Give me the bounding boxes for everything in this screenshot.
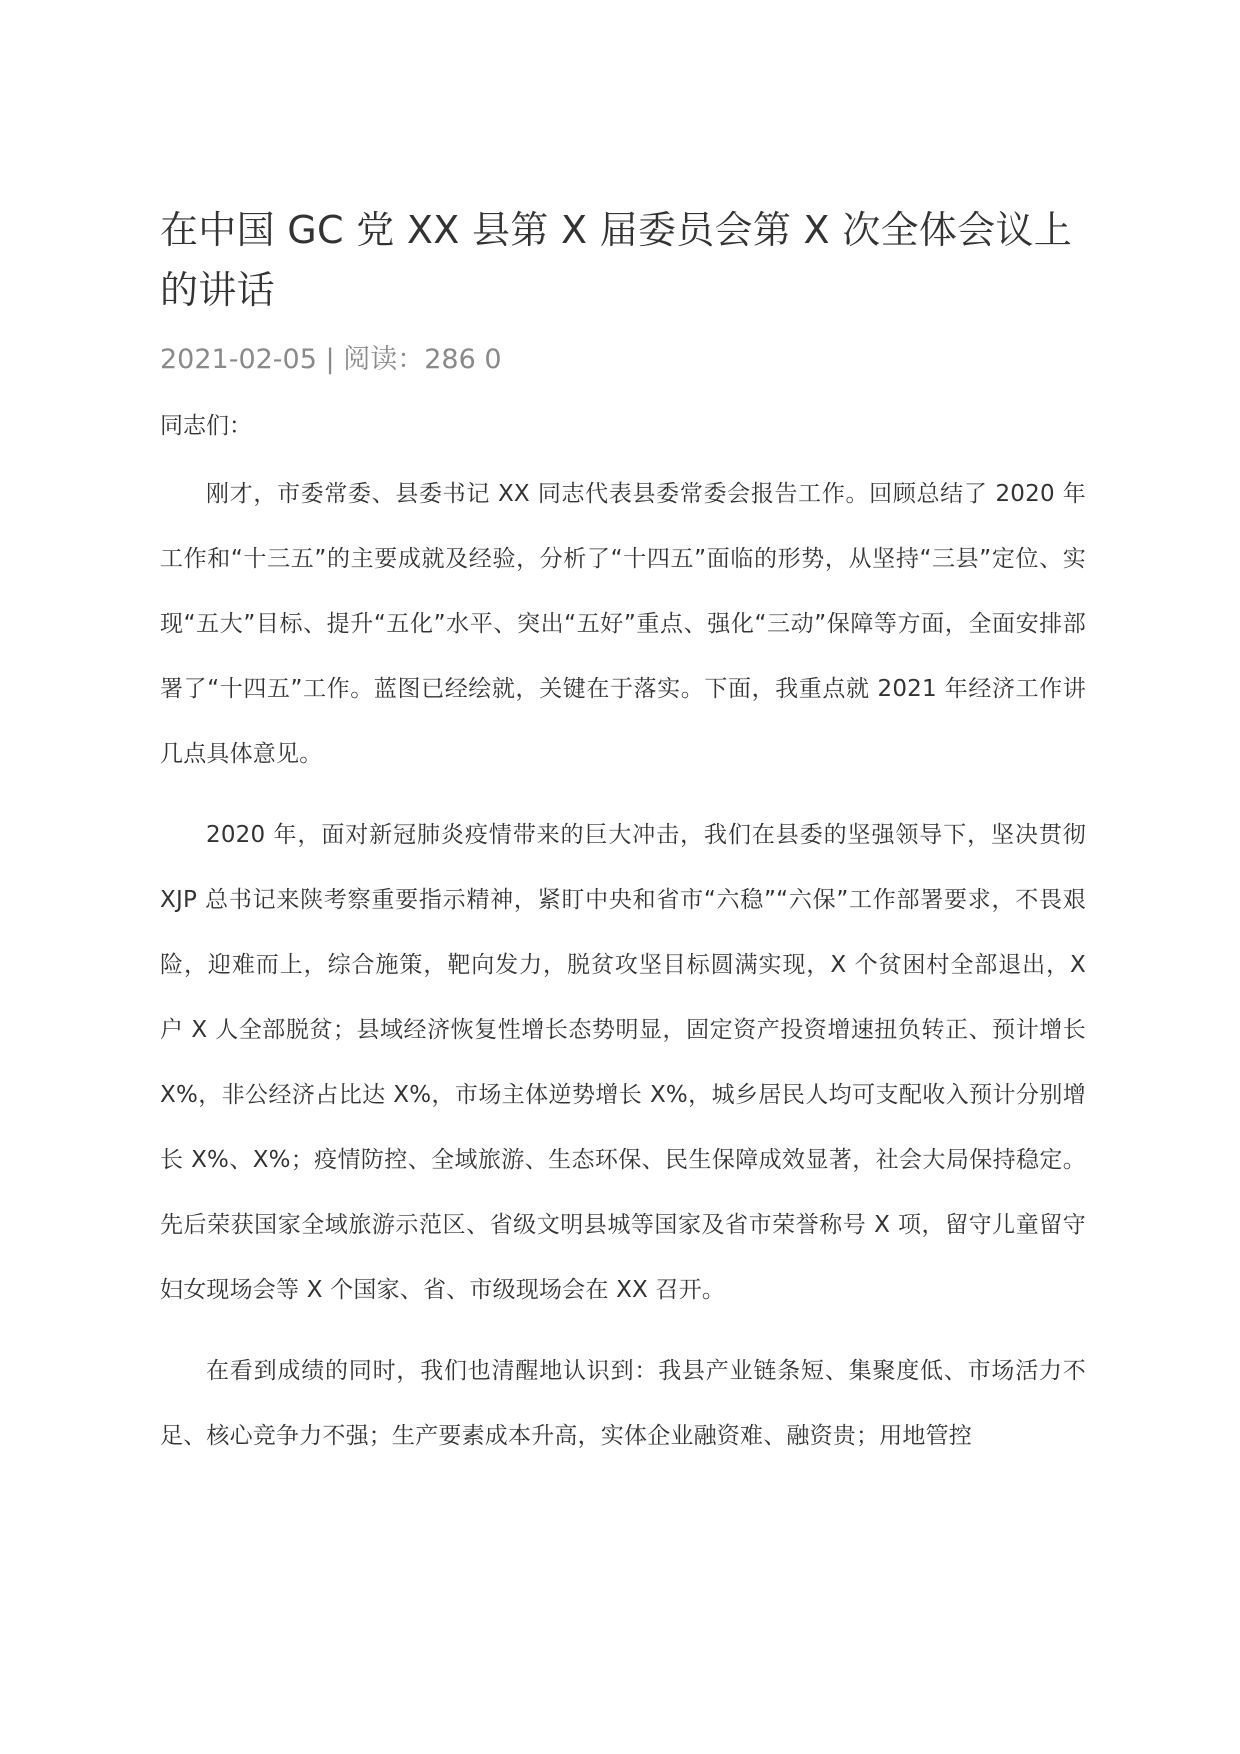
meta-separator: |: [325, 344, 335, 375]
article-title: 在中国 GC 党 XX 县第 X 届委员会第 X 次全体会议上的讲话: [160, 208, 1073, 312]
paragraph: 刚才，市委常委、县委书记 XX 同志代表县委常委会报告工作。回顾总结了 2020 年工作和“十三五”的主要成就及经验，分析了“十四五”面临的形势，从坚持“三县”定位、实现“五大”目标、提升“五化”水平、突出“五好”重点、强化“三动”保障等方面，全面安排部署了“十四五”工作。蓝图已经绘就，关键在于落实。下面，我重点就 2021 年经济工作讲几点具体意见。: [160, 481, 1086, 767]
paragraph: 2020 年，面对新冠肺炎疫情带来的巨大冲击，我们在县委的坚强领导下，坚决贯彻 XJP 总书记来陕考察重要指示精神，紧盯中央和省市“六稳”“六保”工作部署要求，不畏艰险，迎难而上，综合施策，靶向发力，脱贫攻坚目标圆满实现，X 个贫困村全部退出，X 户 X 人全部脱贫；县域经济恢复性增长态势明显，固定资产投资增速扭负转正、预计增长 X%，非公经济占比达 X%，市场主体逆势增长 X%，城乡居民人均可支配收入预计分别增长 X%、X%；疫情防控、全域旅游、生态环保、民生保障成效显著，社会大局保持稳定。先后荣获国家全域旅游示范区、省级文明县城等国家及省市荣誉称号 X 项，留守儿童留守妇女现场会等 X 个国家、省、市级现场会在 XX 召开。: [160, 822, 1086, 1303]
publish-date: 2021-02-05: [160, 344, 317, 375]
article: [160, 200, 1086, 1469]
salutation: 同志们：: [160, 413, 252, 439]
paragraph: 在看到成绩的同时，我们也清醒地认识到：我县产业链条短、集聚度低、市场活力不足、核心竞争力不强；生产要素成本升高，实体企业融资难、融资贵；用地管控: [160, 1358, 1086, 1449]
read-count: 阅读：286 0: [343, 344, 502, 375]
article-meta: [160, 340, 1086, 380]
